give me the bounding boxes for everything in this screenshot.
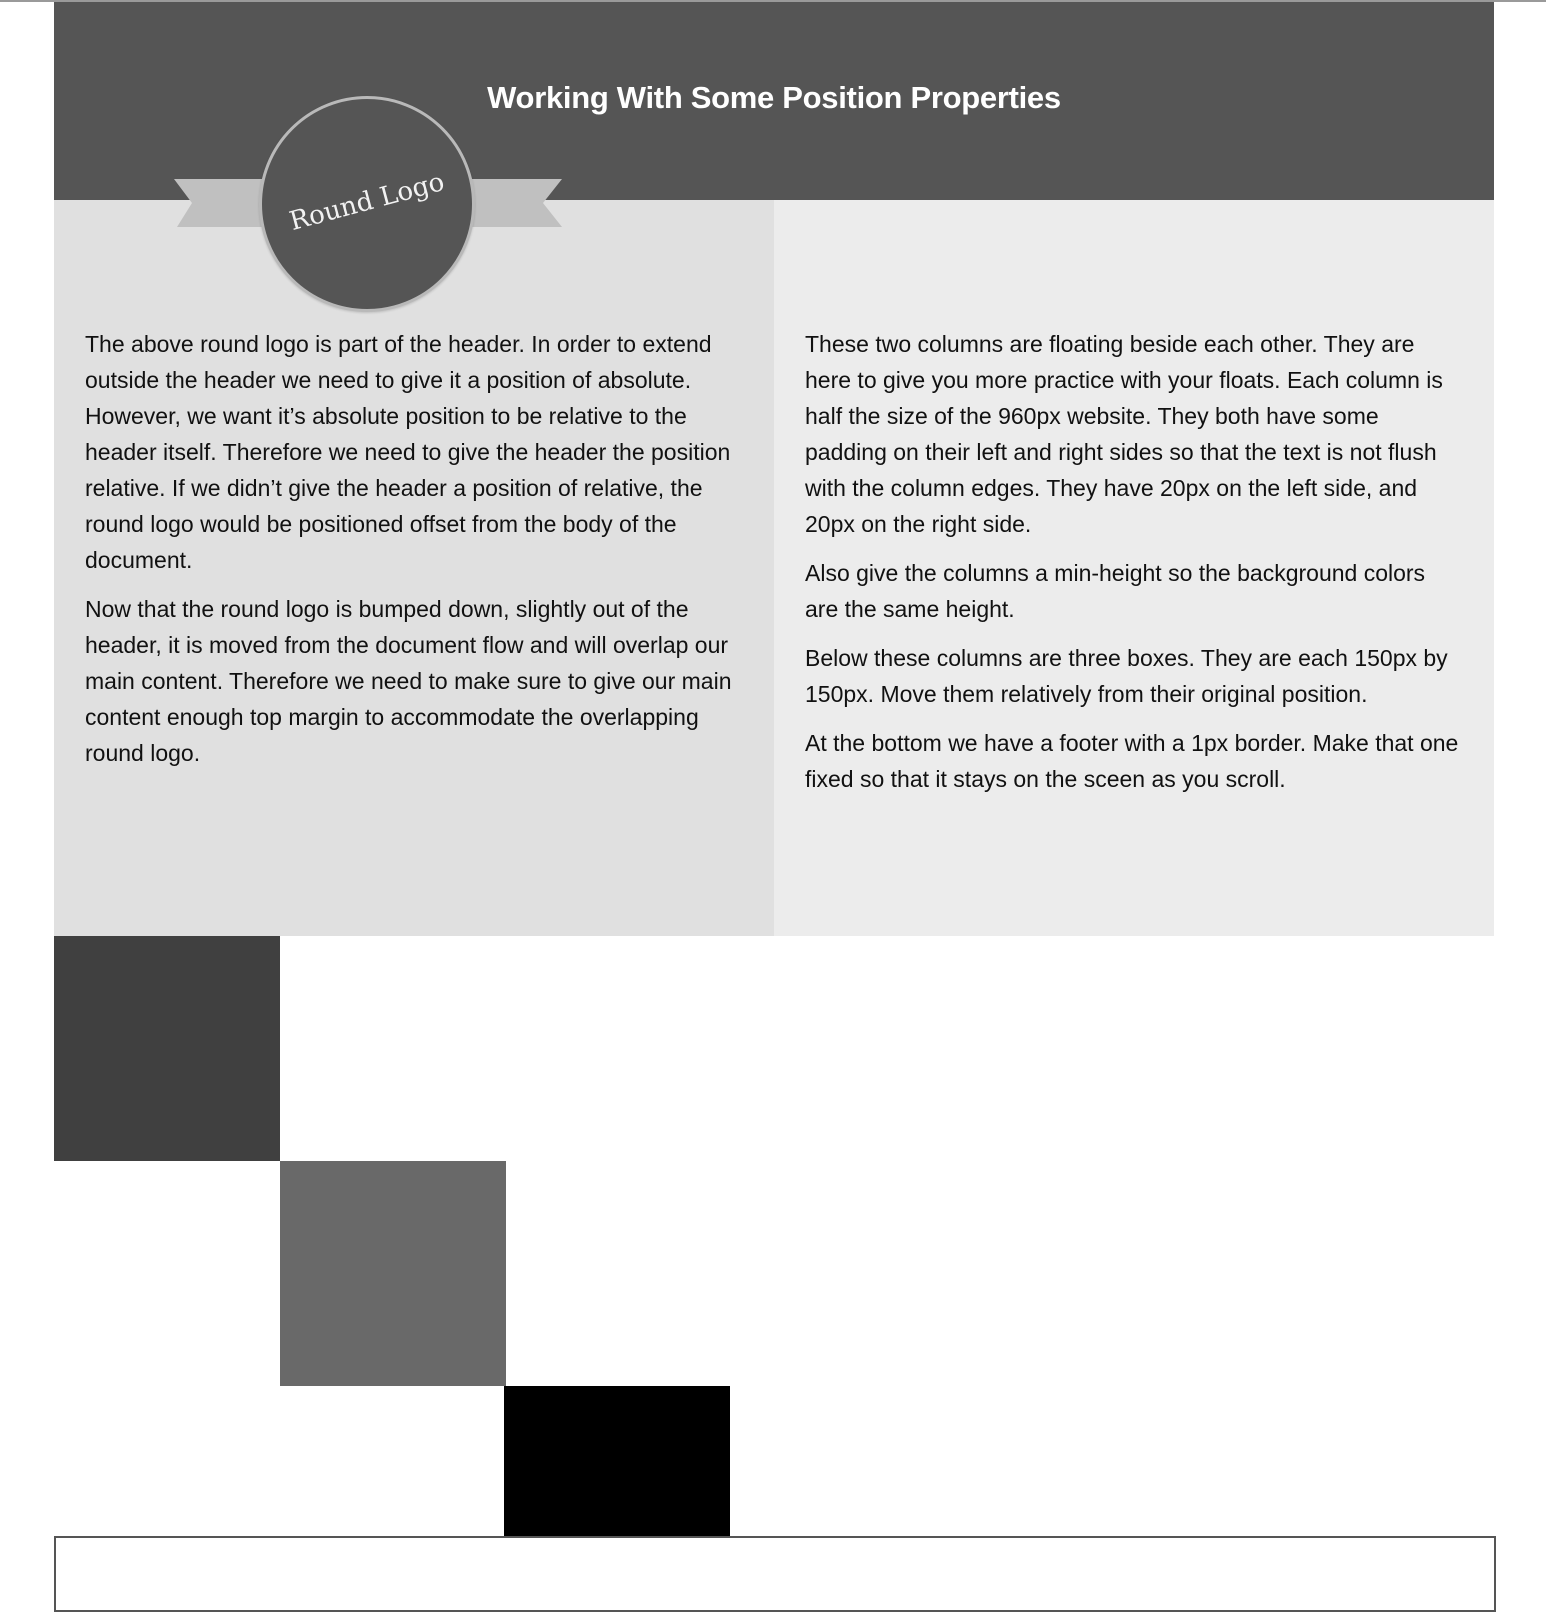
right-paragraph-3: Below these columns are three boxes. They are each 150px by 150px. Move them relatively from their original position. bbox=[805, 645, 1448, 707]
logo-text: Round Logo bbox=[286, 166, 448, 238]
left-paragraph-2: Now that the round logo is bumped down, slightly out of the header, it is moved from the document flow and will overlap our main content. Therefore we need to make sure to give our main content enough top margin to accommodate the overlapping round logo. bbox=[85, 596, 732, 766]
right-paragraph-1: These two columns are floating beside each other. They are here to give you more practice with your floats. Each column is half the size of the 960px website. They both have some padding on their left and right sides so that the text is not flush with the column edges. They have 20px on the left side, and 20px on the right side. bbox=[805, 331, 1443, 537]
page-title: Working With Some Position Properties bbox=[487, 80, 1061, 115]
right-column bbox=[774, 200, 1494, 936]
left-column bbox=[54, 200, 774, 936]
box-1 bbox=[54, 936, 280, 1161]
box-2 bbox=[280, 1161, 506, 1386]
round-logo[interactable] bbox=[259, 96, 475, 312]
fixed-footer bbox=[54, 1536, 1496, 1612]
left-paragraph-1: The above round logo is part of the header. In order to extend outside the header we need to give it a position of absolute. However, we want it’s absolute position to be relative to the header itself. Therefore we need to give the header the position relative. If we didn’t give the header a position of relative, the round logo would be positioned offset from the body of the document. bbox=[85, 331, 731, 573]
right-paragraph-4: At the bottom we have a footer with a 1px border. Make that one fixed so that it stays on the sceen as you scroll. bbox=[805, 730, 1459, 792]
right-paragraph-2: Also give the columns a min-height so the background colors are the same height. bbox=[805, 560, 1426, 622]
